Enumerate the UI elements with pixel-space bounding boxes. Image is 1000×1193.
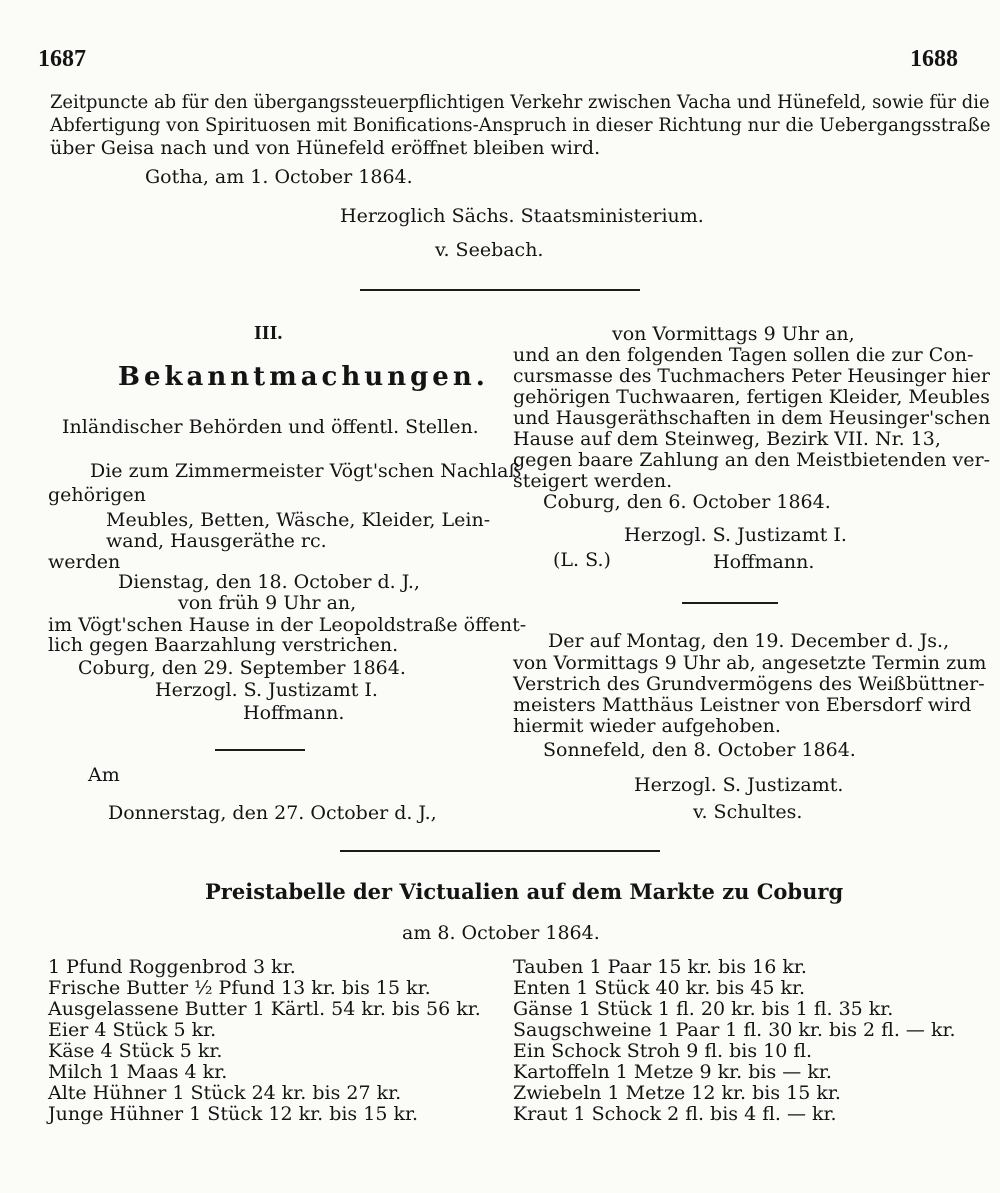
price-item: Ein Schock Stroh 9 fl. bis 10 fl. bbox=[513, 1040, 813, 1062]
price-table-date: am 8. October 1864. bbox=[402, 922, 600, 944]
price-item: Enten 1 Stück 40 kr. bis 45 kr. bbox=[513, 977, 806, 999]
divider bbox=[682, 602, 778, 604]
price-item: Zwiebeln 1 Metze 12 kr. bis 15 kr. bbox=[513, 1082, 841, 1104]
section-heading: Bekanntmachungen. bbox=[118, 362, 489, 392]
text-line: lich gegen Baarzahlung verstrichen. bbox=[48, 634, 399, 656]
text-line: Die zum Zimmermeister Vögt'schen Nachlaß bbox=[90, 460, 522, 482]
text-line: steigert werden. bbox=[513, 470, 673, 492]
price-item: Käse 4 Stück 5 kr. bbox=[48, 1040, 223, 1062]
seal-mark: (L. S.) bbox=[553, 549, 611, 571]
authority: Herzogl. S. Justizamt I. bbox=[624, 524, 847, 546]
text-line: Der auf Montag, den 19. December d. Js., bbox=[548, 630, 950, 652]
price-table-title: Preistabelle der Victualien auf dem Markte zu Coburg bbox=[205, 879, 844, 904]
text-line: Verstrich des Grundvermögens des Weißbüttner- bbox=[513, 673, 985, 695]
authority: Herzogl. S. Justizamt. bbox=[634, 774, 844, 796]
price-item: Milch 1 Maas 4 kr. bbox=[48, 1061, 228, 1083]
text-line: und Hausgeräthschaften in dem Heusinger'schen bbox=[513, 407, 991, 429]
signature: v. Seebach. bbox=[435, 239, 544, 261]
price-item: Frische Butter ½ Pfund 13 kr. bis 15 kr. bbox=[48, 977, 431, 999]
price-item: Alte Hühner 1 Stück 24 kr. bis 27 kr. bbox=[48, 1082, 402, 1104]
text-line: werden bbox=[48, 551, 121, 573]
signature: v. Schultes. bbox=[693, 801, 803, 823]
price-item: Kraut 1 Schock 2 fl. bis 4 fl. — kr. bbox=[513, 1103, 837, 1125]
text-line: Dienstag, den 18. October d. J., bbox=[118, 571, 420, 593]
price-item: Ausgelassene Butter 1 Kärtl. 54 kr. bis 56 kr. bbox=[48, 998, 481, 1020]
text-line: Abfertigung von Spirituosen mit Bonifications-Anspruch in dieser Richtung nur die Uebergangsstraße bbox=[50, 114, 991, 136]
text-line: gegen baare Zahlung an den Meistbietenden ver- bbox=[513, 449, 991, 471]
signature: Hoffmann. bbox=[713, 551, 815, 573]
text-line: gehörigen Tuchwaaren, fertigen Kleider, Meubles bbox=[513, 386, 990, 408]
price-item: Eier 4 Stück 5 kr. bbox=[48, 1019, 217, 1041]
divider bbox=[340, 850, 660, 852]
text-line: Meubles, Betten, Wäsche, Kleider, Lein- bbox=[106, 509, 491, 531]
text-line: Zeitpuncte ab für den übergangssteuerpflichtigen Verkehr zwischen Vacha und Hünefeld, sowie für die bbox=[50, 91, 990, 113]
text-line: meisters Matthäus Leistner von Ebersdorf wird bbox=[513, 694, 972, 716]
date-line: Sonnefeld, den 8. October 1864. bbox=[543, 739, 856, 761]
page-number-right: 1688 bbox=[910, 46, 958, 72]
text-line: und an den folgenden Tagen sollen die zur Con- bbox=[513, 344, 974, 366]
section-number: III. bbox=[254, 322, 283, 344]
text-line: Am bbox=[88, 764, 120, 786]
text-line: Hause auf dem Steinweg, Bezirk VII. Nr. 13, bbox=[513, 428, 941, 450]
section-subheading: Inländischer Behörden und öffentl. Stellen. bbox=[62, 416, 479, 438]
text-line: über Geisa nach und von Hünefeld eröffnet bleiben wird. bbox=[50, 137, 601, 159]
date-line: Coburg, den 29. September 1864. bbox=[78, 657, 406, 679]
date-line: Coburg, den 6. October 1864. bbox=[543, 491, 831, 513]
price-item: Junge Hühner 1 Stück 12 kr. bis 15 kr. bbox=[48, 1103, 418, 1125]
text-line: hiermit wieder aufgehoben. bbox=[513, 715, 781, 737]
authority: Herzogl. S. Justizamt I. bbox=[155, 679, 378, 701]
divider bbox=[215, 749, 305, 751]
price-item: Tauben 1 Paar 15 kr. bis 16 kr. bbox=[513, 956, 807, 978]
price-item: Saugschweine 1 Paar 1 fl. 30 kr. bis 2 fl. — kr. bbox=[513, 1019, 956, 1041]
text-line: von früh 9 Uhr an, bbox=[178, 592, 357, 614]
text-line: cursmasse des Tuchmachers Peter Heusinger hier bbox=[513, 365, 990, 387]
date-line: Gotha, am 1. October 1864. bbox=[145, 166, 413, 188]
page-number-left: 1687 bbox=[38, 46, 86, 72]
text-line: von Vormittags 9 Uhr ab, angesetzte Termin zum bbox=[513, 652, 987, 674]
text-line: im Vögt'schen Hause in der Leopoldstraße öffent- bbox=[48, 614, 527, 636]
authority: Herzoglich Sächs. Staatsministerium. bbox=[340, 205, 704, 227]
price-item: 1 Pfund Roggenbrod 3 kr. bbox=[48, 956, 296, 978]
text-line: von Vormittags 9 Uhr an, bbox=[612, 323, 855, 345]
price-item: Gänse 1 Stück 1 fl. 20 kr. bis 1 fl. 35 kr. bbox=[513, 998, 894, 1020]
text-line: gehörigen bbox=[48, 484, 146, 506]
divider bbox=[360, 289, 640, 291]
signature: Hoffmann. bbox=[243, 702, 345, 724]
price-item: Kartoffeln 1 Metze 9 kr. bis — kr. bbox=[513, 1061, 832, 1083]
text-line: Donnerstag, den 27. October d. J., bbox=[108, 802, 437, 824]
text-line: wand, Hausgeräthe rc. bbox=[106, 530, 327, 552]
